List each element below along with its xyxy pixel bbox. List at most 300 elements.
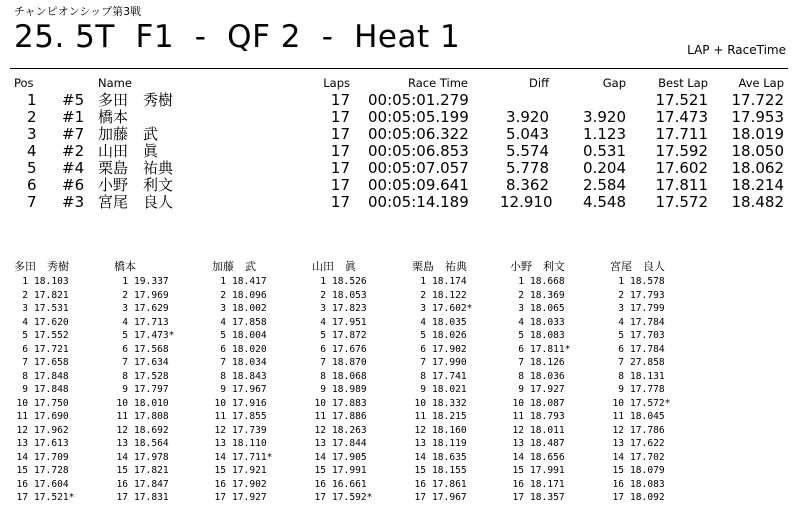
lap-time: 17.778	[630, 384, 665, 395]
lap-number: 5	[518, 330, 524, 341]
result-pos: 4	[27, 142, 37, 160]
lap-entry	[410, 343, 502, 357]
lap-time: 17.921	[232, 465, 267, 476]
result-laps: 17	[330, 91, 350, 109]
result-kart-number: #6	[62, 176, 85, 194]
lap-entry	[210, 451, 302, 465]
lap-time: 18.160	[432, 424, 467, 436]
lap-number: 15	[116, 465, 128, 476]
lap-column	[608, 260, 700, 505]
result-ave-lap: 18.062	[731, 159, 784, 177]
lap-number: 11	[414, 411, 426, 422]
lap-time: 18.578	[630, 276, 665, 287]
header-diff: Diff	[529, 76, 549, 90]
lap-time: 17.658	[34, 357, 69, 368]
result-pos: 1	[27, 91, 37, 109]
header-pos: Pos	[14, 76, 34, 90]
lap-time: 17.784	[630, 343, 665, 355]
lap-number: 3	[518, 303, 524, 314]
lap-time: 17.855	[232, 411, 267, 422]
lap-number: 11	[612, 411, 624, 422]
lap-time: 17.721	[34, 343, 69, 355]
lap-entry	[210, 329, 302, 343]
lap-time: 17.690	[34, 411, 69, 422]
lap-entry	[310, 437, 402, 451]
result-race-time: 00:05:01.279	[368, 91, 469, 109]
lap-number: 9	[22, 384, 28, 395]
lap-time: 17.702	[630, 451, 665, 463]
lap-number: 16	[414, 478, 426, 490]
result-best-lap: 17.602	[655, 159, 708, 177]
lap-entry	[210, 464, 302, 478]
lap-time: 17.531	[34, 303, 69, 314]
lap-time: 18.096	[232, 289, 267, 301]
lap-number: 16	[16, 478, 28, 490]
lap-time: 18.119	[432, 438, 467, 449]
lap-entry	[12, 370, 104, 384]
lap-number: 16	[116, 478, 128, 490]
lap-column-driver: 宮尾 良人	[610, 260, 665, 273]
lap-column-driver: 栗島 祐典	[412, 260, 467, 273]
lap-number: 4	[518, 316, 524, 328]
lap-number: 6	[518, 343, 524, 355]
lap-time: 17.741	[432, 370, 467, 382]
lap-number: 3	[320, 303, 326, 314]
title-divider	[10, 68, 788, 69]
lap-time: 17.969	[134, 289, 169, 301]
lap-entry	[112, 356, 204, 370]
lap-entry	[410, 464, 502, 478]
lap-time: 18.033	[530, 316, 565, 328]
result-diff: 12.910	[500, 193, 553, 211]
lap-entry	[608, 410, 700, 424]
lap-time: 18.369	[530, 289, 565, 301]
lap-entry	[508, 343, 600, 357]
lap-time: 17.991	[332, 465, 367, 476]
lap-entry	[608, 491, 700, 505]
lap-time: 17.622	[630, 438, 665, 449]
lap-number: 11	[512, 411, 524, 422]
lap-number: 15	[414, 465, 426, 476]
lap-number: 14	[414, 451, 426, 463]
lap-entry	[112, 424, 204, 438]
lap-number: 6	[122, 343, 128, 355]
lap-time: 18.155	[432, 465, 467, 476]
lap-entry	[310, 424, 402, 438]
lap-time: 17.676	[332, 343, 367, 355]
lap-entry	[508, 275, 600, 289]
lap-entry	[112, 343, 204, 357]
result-driver-name: 小野 利文	[98, 176, 174, 194]
lap-entry	[410, 289, 502, 303]
lap-number: 2	[320, 289, 326, 301]
lap-entry	[112, 437, 204, 451]
lap-time: 18.103	[34, 276, 69, 287]
lap-number: 14	[116, 451, 128, 463]
lap-number: 3	[220, 303, 226, 314]
lap-time: 17.967	[232, 384, 267, 395]
lap-number: 13	[214, 438, 226, 449]
result-gap: 2.584	[583, 176, 626, 194]
lap-time: 17.709	[34, 451, 69, 463]
lap-number: 9	[122, 384, 128, 395]
lap-number: 16	[612, 478, 624, 490]
lap-column-driver: 加藤 武	[212, 260, 256, 273]
lap-entry	[410, 370, 502, 384]
result-kart-number: #1	[62, 108, 85, 126]
lap-time: 17.844	[332, 438, 367, 449]
lap-number: 14	[314, 451, 326, 463]
lap-number: 5	[122, 330, 128, 341]
result-best-lap: 17.572	[655, 193, 708, 211]
lap-entry	[608, 397, 700, 411]
lap-number: 13	[414, 438, 426, 449]
header-race-time: Race Time	[408, 76, 468, 90]
header-best-lap: Best Lap	[658, 76, 708, 90]
lap-time: 18.174	[432, 276, 467, 287]
lap-time: 17.786	[630, 424, 665, 436]
result-row	[0, 194, 800, 211]
lap-column	[12, 260, 104, 505]
lap-column-driver: 多田 秀樹	[14, 260, 69, 273]
lap-number: 4	[220, 316, 226, 328]
lap-number: 5	[420, 330, 426, 341]
lap-time: 17.861	[432, 478, 467, 490]
lap-number: 15	[314, 465, 326, 476]
lap-number: 9	[518, 384, 524, 395]
lap-entry	[12, 437, 104, 451]
result-race-time: 00:05:06.322	[368, 125, 469, 143]
lap-number: 10	[512, 397, 524, 409]
result-laps: 17	[330, 159, 350, 177]
lap-entry	[508, 383, 600, 397]
lap-time: 17.528	[134, 370, 169, 382]
lap-number: 10	[314, 397, 326, 409]
lap-time: 18.332	[432, 397, 467, 409]
lap-number: 13	[116, 438, 128, 449]
lap-entry	[410, 275, 502, 289]
lap-entry	[508, 289, 600, 303]
lap-time: 17.883	[332, 397, 367, 409]
lap-time: 17.634	[134, 357, 169, 368]
header-name: Name	[98, 76, 132, 90]
lap-number: 17	[414, 492, 426, 503]
lap-entry	[508, 329, 600, 343]
lap-time: 18.068	[332, 370, 367, 382]
lap-time: 18.079	[630, 465, 665, 476]
lap-entry	[112, 370, 204, 384]
lap-entry	[608, 451, 700, 465]
result-kart-number: #7	[62, 125, 85, 143]
lap-time: 18.526	[332, 276, 367, 287]
lap-entry	[608, 370, 700, 384]
result-pos: 7	[27, 193, 37, 211]
lap-time: 17.572*	[630, 397, 671, 409]
lap-time: 17.784	[630, 316, 665, 328]
lap-entry	[12, 397, 104, 411]
lap-time: 17.962	[34, 424, 69, 436]
lap-entry	[210, 370, 302, 384]
lap-time: 17.620	[34, 316, 69, 328]
result-diff: 3.920	[506, 108, 549, 126]
lap-number: 14	[16, 451, 28, 463]
lap-time: 18.793	[530, 411, 565, 422]
lap-entry	[310, 289, 402, 303]
lap-entry	[112, 316, 204, 330]
lap-entry	[608, 316, 700, 330]
lap-entry	[12, 275, 104, 289]
lap-time: 18.020	[232, 343, 267, 355]
lap-time: 18.263	[332, 424, 367, 436]
lap-time: 17.613	[34, 438, 69, 449]
lap-number: 1	[122, 276, 128, 287]
lap-time: 17.978	[134, 451, 169, 463]
lap-number: 6	[420, 343, 426, 355]
lap-entry	[608, 464, 700, 478]
header-gap: Gap	[602, 76, 626, 90]
lap-time: 17.902	[232, 478, 267, 490]
result-race-time: 00:05:06.853	[368, 142, 469, 160]
result-kart-number: #5	[62, 91, 85, 109]
lap-entry	[210, 302, 302, 316]
lap-entry	[410, 424, 502, 438]
lap-number: 1	[320, 276, 326, 287]
lap-entry	[508, 491, 600, 505]
lap-time: 18.011	[530, 424, 565, 436]
lap-number: 15	[214, 465, 226, 476]
lap-entry	[608, 343, 700, 357]
lap-time: 18.668	[530, 276, 565, 287]
lap-entry	[508, 464, 600, 478]
lap-entry	[410, 356, 502, 370]
result-gap: 0.204	[583, 159, 626, 177]
lap-number: 1	[22, 276, 28, 287]
lap-entry	[410, 316, 502, 330]
lap-number: 10	[214, 397, 226, 409]
lap-number: 11	[214, 411, 226, 422]
lap-number: 8	[618, 370, 624, 382]
result-gap: 0.531	[583, 142, 626, 160]
lap-time: 17.713	[134, 316, 169, 328]
lap-entry	[508, 397, 600, 411]
lap-number: 12	[414, 424, 426, 436]
lap-entry	[112, 478, 204, 492]
lap-time: 17.703	[630, 330, 665, 341]
lap-time: 18.034	[232, 357, 267, 368]
lap-entry	[310, 383, 402, 397]
lap-column	[112, 260, 204, 505]
lap-times-section	[0, 260, 800, 518]
result-ave-lap: 18.214	[731, 176, 784, 194]
lap-entry	[608, 329, 700, 343]
lap-time: 17.711*	[232, 451, 273, 463]
lap-entry	[608, 275, 700, 289]
lap-entry	[310, 370, 402, 384]
result-pos: 6	[27, 176, 37, 194]
lap-time: 17.990	[432, 357, 467, 368]
lap-number: 4	[420, 316, 426, 328]
lap-time: 18.002	[232, 303, 267, 314]
lap-time: 18.065	[530, 303, 565, 314]
lap-time: 17.811*	[530, 343, 571, 355]
lap-number: 15	[612, 465, 624, 476]
lap-number: 11	[314, 411, 326, 422]
lap-number: 4	[320, 316, 326, 328]
lap-time: 17.927	[232, 492, 267, 503]
lap-number: 15	[512, 465, 524, 476]
lap-number: 11	[116, 411, 128, 422]
result-pos: 3	[27, 125, 37, 143]
lap-number: 1	[618, 276, 624, 287]
result-race-time: 00:05:14.189	[368, 193, 469, 211]
lap-number: 2	[618, 289, 624, 301]
lap-time: 17.847	[134, 478, 169, 490]
lap-time: 18.110	[232, 438, 267, 449]
lap-entry	[410, 410, 502, 424]
lap-number: 9	[420, 384, 426, 395]
lap-number: 1	[420, 276, 426, 287]
result-row	[0, 160, 800, 177]
result-race-time: 00:05:05.199	[368, 108, 469, 126]
lap-time: 17.905	[332, 451, 367, 463]
lap-number: 4	[22, 316, 28, 328]
lap-number: 3	[22, 303, 28, 314]
lap-number: 5	[618, 330, 624, 341]
lap-number: 7	[22, 357, 28, 368]
lap-number: 3	[420, 303, 426, 314]
lap-number: 14	[214, 451, 226, 463]
lap-time: 17.799	[630, 303, 665, 314]
lap-column	[410, 260, 502, 505]
lap-time: 17.967	[432, 492, 467, 503]
lap-number: 17	[612, 492, 624, 503]
lap-number: 8	[220, 370, 226, 382]
lap-number: 8	[420, 370, 426, 382]
lap-time: 18.171	[530, 478, 565, 490]
lap-time: 17.916	[232, 397, 267, 409]
lap-time: 18.357	[530, 492, 565, 503]
lap-column-driver: 山田 眞	[312, 260, 356, 273]
result-ave-lap: 18.482	[731, 193, 784, 211]
lap-entry	[210, 491, 302, 505]
lap-number: 13	[314, 438, 326, 449]
result-gap: 4.548	[583, 193, 626, 211]
lap-entry	[608, 437, 700, 451]
lap-entry	[210, 437, 302, 451]
result-row	[0, 92, 800, 109]
lap-entry	[210, 410, 302, 424]
lap-number: 12	[512, 424, 524, 436]
result-pos: 5	[27, 159, 37, 177]
lap-time: 18.021	[432, 384, 467, 395]
lap-entry	[310, 329, 402, 343]
lap-entry	[608, 302, 700, 316]
lap-number: 14	[512, 451, 524, 463]
result-gap: 1.123	[583, 125, 626, 143]
lap-time: 18.036	[530, 370, 565, 382]
lap-entry	[12, 356, 104, 370]
lap-number: 7	[220, 357, 226, 368]
lap-number: 16	[214, 478, 226, 490]
lap-number: 6	[22, 343, 28, 355]
lap-number: 1	[518, 276, 524, 287]
lap-time: 18.122	[432, 289, 467, 301]
lap-number: 13	[612, 438, 624, 449]
lap-number: 2	[420, 289, 426, 301]
lap-number: 10	[116, 397, 128, 409]
lap-entry	[410, 491, 502, 505]
lap-entry	[12, 451, 104, 465]
result-ave-lap: 18.019	[731, 125, 784, 143]
result-diff: 5.778	[506, 159, 549, 177]
lap-entry	[310, 491, 402, 505]
lap-time: 18.692	[134, 424, 169, 436]
lap-time: 17.797	[134, 384, 169, 395]
lap-number: 17	[116, 492, 128, 503]
lap-time: 17.848	[34, 384, 69, 395]
lap-time: 18.083	[530, 330, 565, 341]
result-laps: 17	[330, 108, 350, 126]
lap-entry	[410, 302, 502, 316]
lap-time: 17.821	[34, 289, 69, 301]
report-mode: LAP + RaceTime	[687, 43, 786, 57]
lap-number: 7	[122, 357, 128, 368]
lap-entry	[508, 302, 600, 316]
lap-entry	[608, 424, 700, 438]
lap-entry	[12, 302, 104, 316]
lap-time: 17.831	[134, 492, 169, 503]
result-best-lap: 17.711	[655, 125, 708, 143]
lap-time: 17.808	[134, 411, 169, 422]
result-laps: 17	[330, 176, 350, 194]
result-laps: 17	[330, 142, 350, 160]
lap-number: 1	[220, 276, 226, 287]
lap-entry	[12, 343, 104, 357]
lap-entry	[310, 451, 402, 465]
event-subtitle: チャンピオンシップ第3戦	[14, 5, 142, 18]
lap-entry	[210, 478, 302, 492]
result-pos: 2	[27, 108, 37, 126]
lap-time: 17.821	[134, 465, 169, 476]
lap-time: 18.035	[432, 316, 467, 328]
lap-entry	[410, 437, 502, 451]
lap-time: 16.661	[332, 478, 367, 490]
lap-entry	[112, 289, 204, 303]
lap-time: 17.902	[432, 343, 467, 355]
lap-column-driver: 小野 利文	[510, 260, 565, 273]
result-laps: 17	[330, 125, 350, 143]
result-row	[0, 143, 800, 160]
lap-entry	[112, 397, 204, 411]
lap-number: 2	[518, 289, 524, 301]
result-laps: 17	[330, 193, 350, 211]
lap-entry	[210, 289, 302, 303]
result-driver-name: 栗島 祐典	[98, 159, 174, 177]
lap-number: 7	[320, 357, 326, 368]
lap-time: 17.991	[530, 465, 565, 476]
lap-entry	[508, 410, 600, 424]
lap-column	[310, 260, 402, 505]
lap-number: 13	[512, 438, 524, 449]
results-body	[0, 92, 800, 211]
lap-entry	[410, 478, 502, 492]
lap-entry	[608, 289, 700, 303]
lap-time: 27.858	[630, 357, 665, 368]
lap-entry	[210, 343, 302, 357]
lap-entry	[12, 410, 104, 424]
result-best-lap: 17.811	[655, 176, 708, 194]
lap-time: 18.004	[232, 330, 267, 341]
